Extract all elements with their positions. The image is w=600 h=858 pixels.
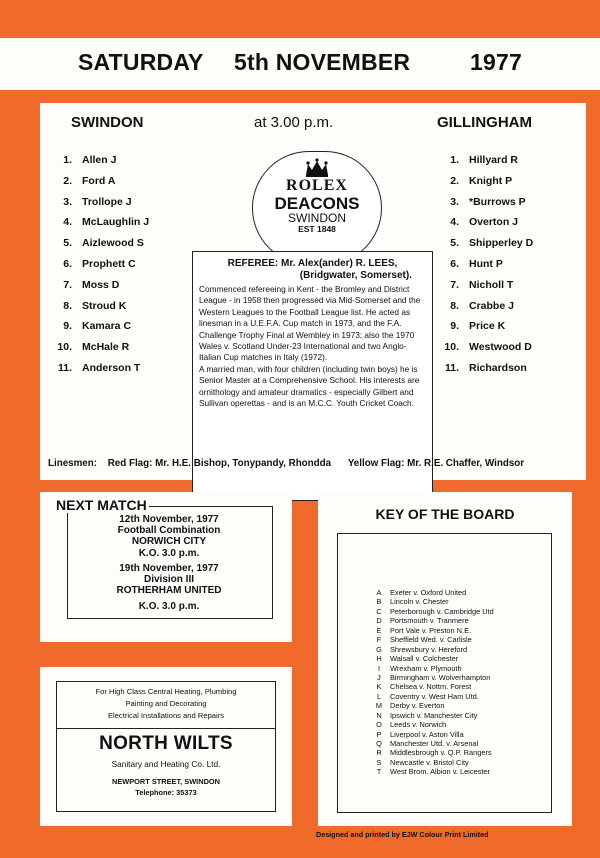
next-match-1-opponent: NORWICH CITY: [131, 536, 207, 548]
list-item: Q Manchester Utd. v. Arsenal: [376, 739, 479, 748]
list-item: P Liverpool v. Aston Villa: [376, 729, 464, 739]
player-row: 2. Knight P: [450, 174, 513, 187]
advert-line-2: Painting and Decorating: [125, 699, 207, 708]
player-row: 9. Price K: [450, 320, 506, 333]
player-row: 6. Hunt P: [450, 257, 503, 270]
board-key-title: KEY OF THE BOARD: [375, 506, 515, 522]
list-item: E Port Vale v. Preston N.E.: [376, 625, 472, 635]
next-match-title: NEXT MATCH: [56, 497, 147, 513]
advert-address: NEWPORT STREET, SWINDON: [112, 777, 220, 786]
next-match-1-competition: Football Combination: [117, 525, 221, 537]
home-player-list: [48, 154, 149, 383]
kickoff-time: at 3.00 p.m.: [254, 114, 334, 131]
advert-company-name: NORTH WILTS: [57, 728, 275, 755]
player-row: 5. Aizlewood S: [63, 237, 144, 250]
advert-line-1: For High Class Central Heating, Plumbing: [95, 687, 237, 696]
player-row: 4. Overton J: [450, 216, 519, 229]
player-row: 8. Crabbe J: [450, 299, 514, 312]
list-item: L Coventry v. West Ham Utd.: [376, 691, 479, 701]
logo-est: EST 1848: [298, 224, 336, 234]
next-match-2-date: 19th November, 1977: [119, 562, 219, 574]
player-row: 11. Anderson T: [57, 361, 141, 374]
logo-brand: ROLEX: [286, 177, 348, 194]
header-band: [0, 38, 600, 90]
match-day: SATURDAY: [78, 49, 204, 75]
logo-name: DEACONS: [274, 194, 360, 213]
player-row: 1. Hillyard R: [450, 154, 519, 166]
list-item: F Sheffield Wed. v. Carlisle: [376, 635, 472, 645]
player-row: 7. Nicholl T: [450, 278, 514, 291]
sponsor-logo: [252, 151, 382, 265]
player-row: 4. McLaughlin J: [63, 216, 150, 229]
player-row: 9. Kamara C: [63, 320, 132, 333]
next-match-2-opponent: ROTHERHAM UNITED: [116, 585, 222, 597]
crown-icon: [304, 158, 330, 178]
list-item: C Peterborough v. Cambridge Utd: [376, 606, 494, 616]
list-item: I Wrexham v. Plymouth: [377, 663, 462, 673]
referee-subtitle: (Bridgwater, Somerset).: [299, 270, 412, 281]
printer-credit: Designed and printed by EJW Colour Print Limited: [316, 830, 489, 839]
match-date: 5th NOVEMBER: [234, 49, 411, 75]
list-item: A Exeter v. Oxford United: [376, 588, 467, 597]
player-row: 3. *Burrows P: [450, 195, 526, 208]
referee-bio-personal: A married man, with four children (including twin boys) he is Senior Master at a Comprehensive School. His interests are ornithology and amateur dramatics - especially Gilbert and Sullivan operettas - and is an M.C.C. Youth Cricket Coach.: [199, 363, 420, 409]
linesmen-line: [48, 458, 588, 469]
list-item: H Walsall v. Colchester: [376, 654, 459, 664]
player-row: 5. Shipperley D: [450, 237, 534, 250]
list-item: K Chelsea v. Nottm. Forest: [376, 682, 472, 692]
list-item: G Shrewsbury v. Hereford: [376, 644, 468, 654]
board-key-list: [368, 588, 494, 777]
list-item: J Birmingham v. Wolverhampton: [377, 672, 491, 682]
player-row: 10. McHale R: [57, 341, 130, 354]
referee-bio-career: Commenced refereeing in Kent - the Bromley and District League - in 1958 then progressed via Mid-Somerset and the Western Leagues to the Football League list. He acted as linesman in a U.E.F.A. Cup match in 1973, and the F.A. Challenge Trophy Final at Wembley in 1973; also the 1970 Wales v. Scotland Under-23 International and two Anglo-Italian Cup matches in Italy (1972).: [199, 284, 421, 363]
teams-panel: [40, 103, 586, 480]
away-player-list: [435, 154, 533, 383]
referee-title: REFEREE: Mr. Alex(ander) R. LEES,: [227, 258, 398, 269]
advert-frame: [56, 681, 276, 812]
list-item: D Portsmouth v. Tranmere: [376, 616, 469, 626]
player-row: 3. Trollope J: [63, 195, 132, 208]
player-row: 10. Westwood D: [444, 341, 532, 354]
player-row: 1. Allen J: [63, 154, 117, 166]
next-match-2-kickoff: K.O. 3.0 p.m.: [138, 601, 200, 613]
next-match-1-date: 12th November, 1977: [119, 514, 219, 525]
list-item: R Middlesbrough v. Q.P. Rangers: [376, 748, 492, 758]
linesmen-label: Linesmen:: [48, 458, 97, 469]
next-match-2-competition: Division III: [143, 574, 194, 586]
board-key-panel: [318, 492, 572, 826]
list-item: M Derby v. Everton: [375, 701, 445, 711]
player-row: 7. Moss D: [63, 278, 120, 291]
advert-line-3: Electrical Installations and Repairs: [107, 711, 225, 720]
next-match-fixtures: [67, 514, 271, 613]
list-item: S Newcastle v. Bristol City: [376, 757, 469, 767]
player-row: 6. Prophett C: [63, 257, 136, 270]
advert-panel: [40, 667, 292, 826]
linesman-red-flag: Red Flag: Mr. H.E. Bishop, Tonypandy, Rhondda: [107, 458, 332, 469]
list-item: O Leeds v. Norwich: [376, 720, 447, 730]
next-match-panel: [40, 492, 292, 642]
next-match-1-kickoff: K.O. 3.0 p.m.: [138, 547, 200, 559]
match-year: 1977: [470, 49, 522, 75]
player-row: 11. Richardson: [444, 361, 527, 374]
list-item: T West Brom. Albion v. Leicester: [376, 767, 490, 777]
list-item: B Lincoln v. Chester: [376, 597, 449, 607]
advert-company-sub: Sanitary and Heating Co. Ltd.: [111, 759, 221, 769]
player-row: 8. Stroud K: [63, 299, 127, 312]
advert-phone: Telephone: 35373: [135, 788, 197, 797]
away-team-name: GILLINGHAM: [437, 114, 532, 131]
logo-town: SWINDON: [288, 211, 346, 225]
linesman-yellow-flag: Yellow Flag: Mr. R.E. Chaffer, Windsor: [347, 458, 525, 469]
list-item: N Ipswich v. Manchester City: [376, 710, 478, 720]
player-row: 2. Ford A: [63, 174, 116, 187]
home-team-name: SWINDON: [71, 114, 144, 131]
